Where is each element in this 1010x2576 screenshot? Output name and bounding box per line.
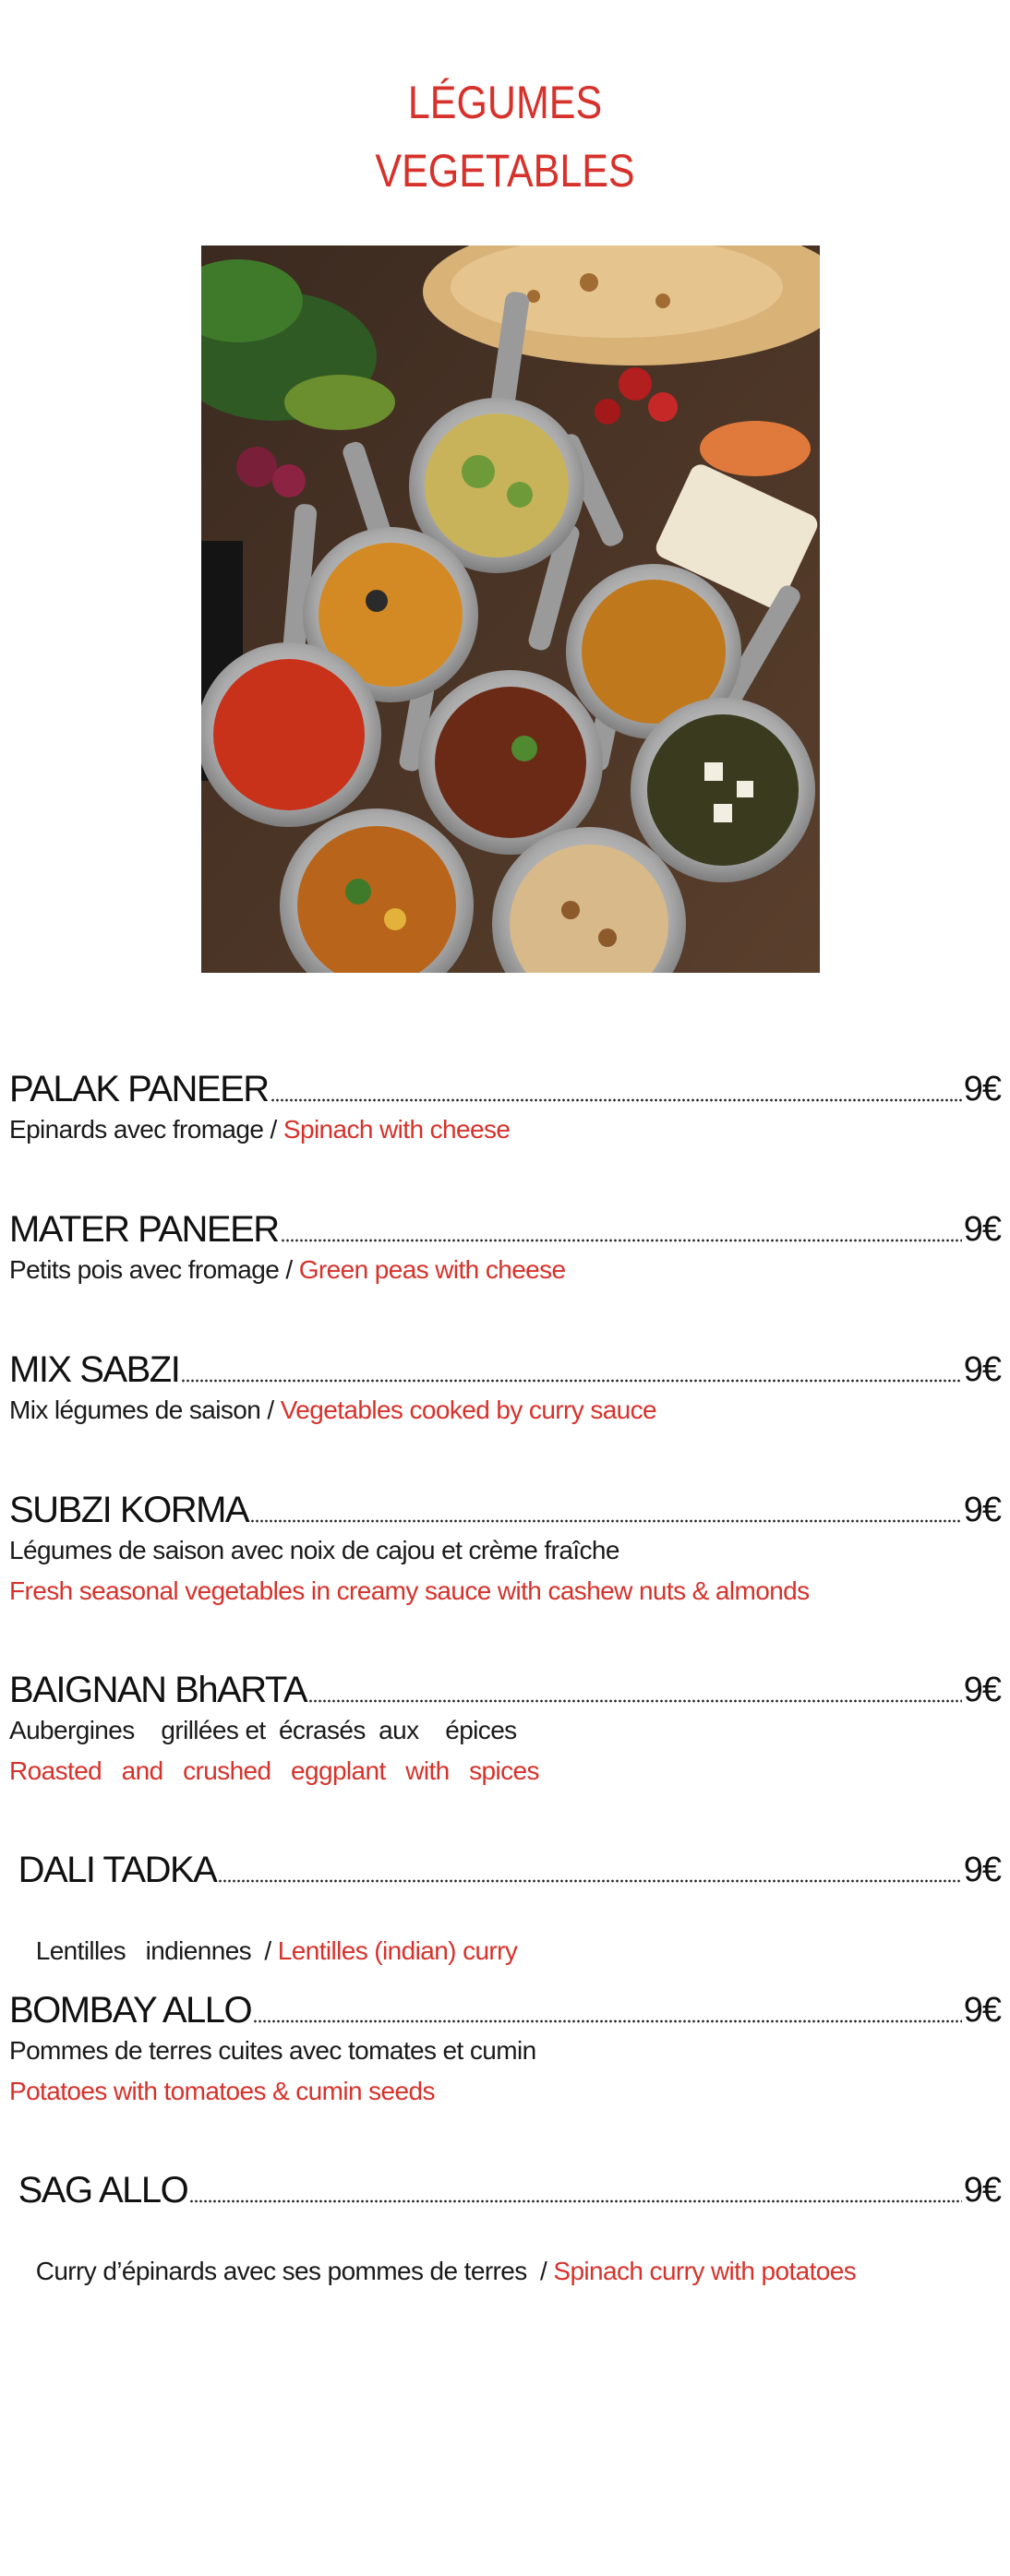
dot-leader <box>250 1519 962 1523</box>
item-price: 9€ <box>963 1671 1001 1709</box>
desc-en: Lentilles (indian) curry <box>277 1936 518 1965</box>
desc-separator: / <box>533 2257 554 2285</box>
item-description <box>9 1390 1001 1431</box>
dot-leader <box>181 1379 961 1383</box>
dot-leader <box>253 2019 962 2023</box>
item-name: MATER PANEER <box>9 1209 279 1250</box>
desc-en: Spinach curry with potatoes <box>553 2257 857 2285</box>
item-price: 9€ <box>963 1210 1001 1249</box>
item-price: 9€ <box>963 1070 1001 1108</box>
item-name: SUBZI KORMA <box>9 1490 249 1530</box>
dishes-photo <box>201 246 820 973</box>
desc-fr: Epinards avec fromage <box>9 1115 264 1144</box>
menu-item <box>9 1662 1001 1791</box>
item-name: DALI TADKA <box>9 1850 217 1890</box>
desc-fr: Curry d’épinards avec ses pommes de terres <box>35 2257 534 2285</box>
desc-en: Spinach with cheese <box>283 1115 511 1144</box>
item-price: 9€ <box>963 1491 1001 1529</box>
menu-item <box>9 1342 1001 1431</box>
menu-item <box>9 1061 1001 1150</box>
desc-en: Vegetables cooked by curry sauce <box>280 1396 657 1424</box>
item-price: 9€ <box>963 1350 1001 1389</box>
dot-leader <box>218 1879 961 1883</box>
item-price: 9€ <box>963 1851 1001 1889</box>
menu-item <box>9 1482 1001 1611</box>
menu-item <box>9 1983 1001 2112</box>
desc-fr: Aubergines grillées et écrasés aux épices <box>9 1716 517 1744</box>
desc-separator: / <box>258 1936 278 1965</box>
desc-en: Green peas with cheese <box>298 1255 566 1284</box>
desc-separator: / <box>279 1255 299 1284</box>
menu-title-fr: LÉGUMES <box>407 77 603 128</box>
item-name: MIX SABZI <box>9 1349 180 1390</box>
menu-item <box>9 2163 1001 2332</box>
desc-fr: Légumes de saison avec noix de cajou et crème fraîche <box>9 1536 619 1564</box>
desc-separator: / <box>260 1396 281 1424</box>
item-description <box>9 1250 1001 1290</box>
dot-leader <box>281 1239 962 1242</box>
item-name: BAIGNAN BhARTA <box>9 1670 307 1710</box>
dot-leader <box>189 2199 961 2203</box>
item-name: SAG ALLO <box>9 2170 188 2211</box>
item-description <box>9 2211 1001 2332</box>
item-description <box>9 1109 1001 1150</box>
dishes-illustration <box>201 246 820 973</box>
item-name: BOMBAY ALLO <box>9 1990 252 2031</box>
dot-leader <box>308 1699 962 1703</box>
desc-fr: Mix légumes de saison <box>9 1396 261 1424</box>
desc-fr: Pommes de terres cuites avec tomates et cumin <box>9 2036 536 2065</box>
menu-title-en: VEGETABLES <box>375 145 635 197</box>
desc-fr: Lentilles indiennes <box>35 1936 259 1965</box>
menu-item <box>9 1202 1001 1290</box>
item-price: 9€ <box>963 1991 1001 2030</box>
desc-fr: Petits pois avec fromage <box>9 1255 280 1284</box>
dot-leader <box>271 1098 962 1102</box>
desc-en: Fresh seasonal vegetables in creamy sauce with cashew nuts & almonds <box>9 1576 810 1605</box>
desc-en: Roasted and crushed eggplant with spices <box>9 1756 539 1785</box>
desc-en: Potatoes with tomatoes & cumin seeds <box>9 2077 435 2105</box>
desc-separator: / <box>263 1115 283 1144</box>
item-price: 9€ <box>963 2171 1001 2210</box>
item-name: PALAK PANEER <box>9 1069 269 1109</box>
